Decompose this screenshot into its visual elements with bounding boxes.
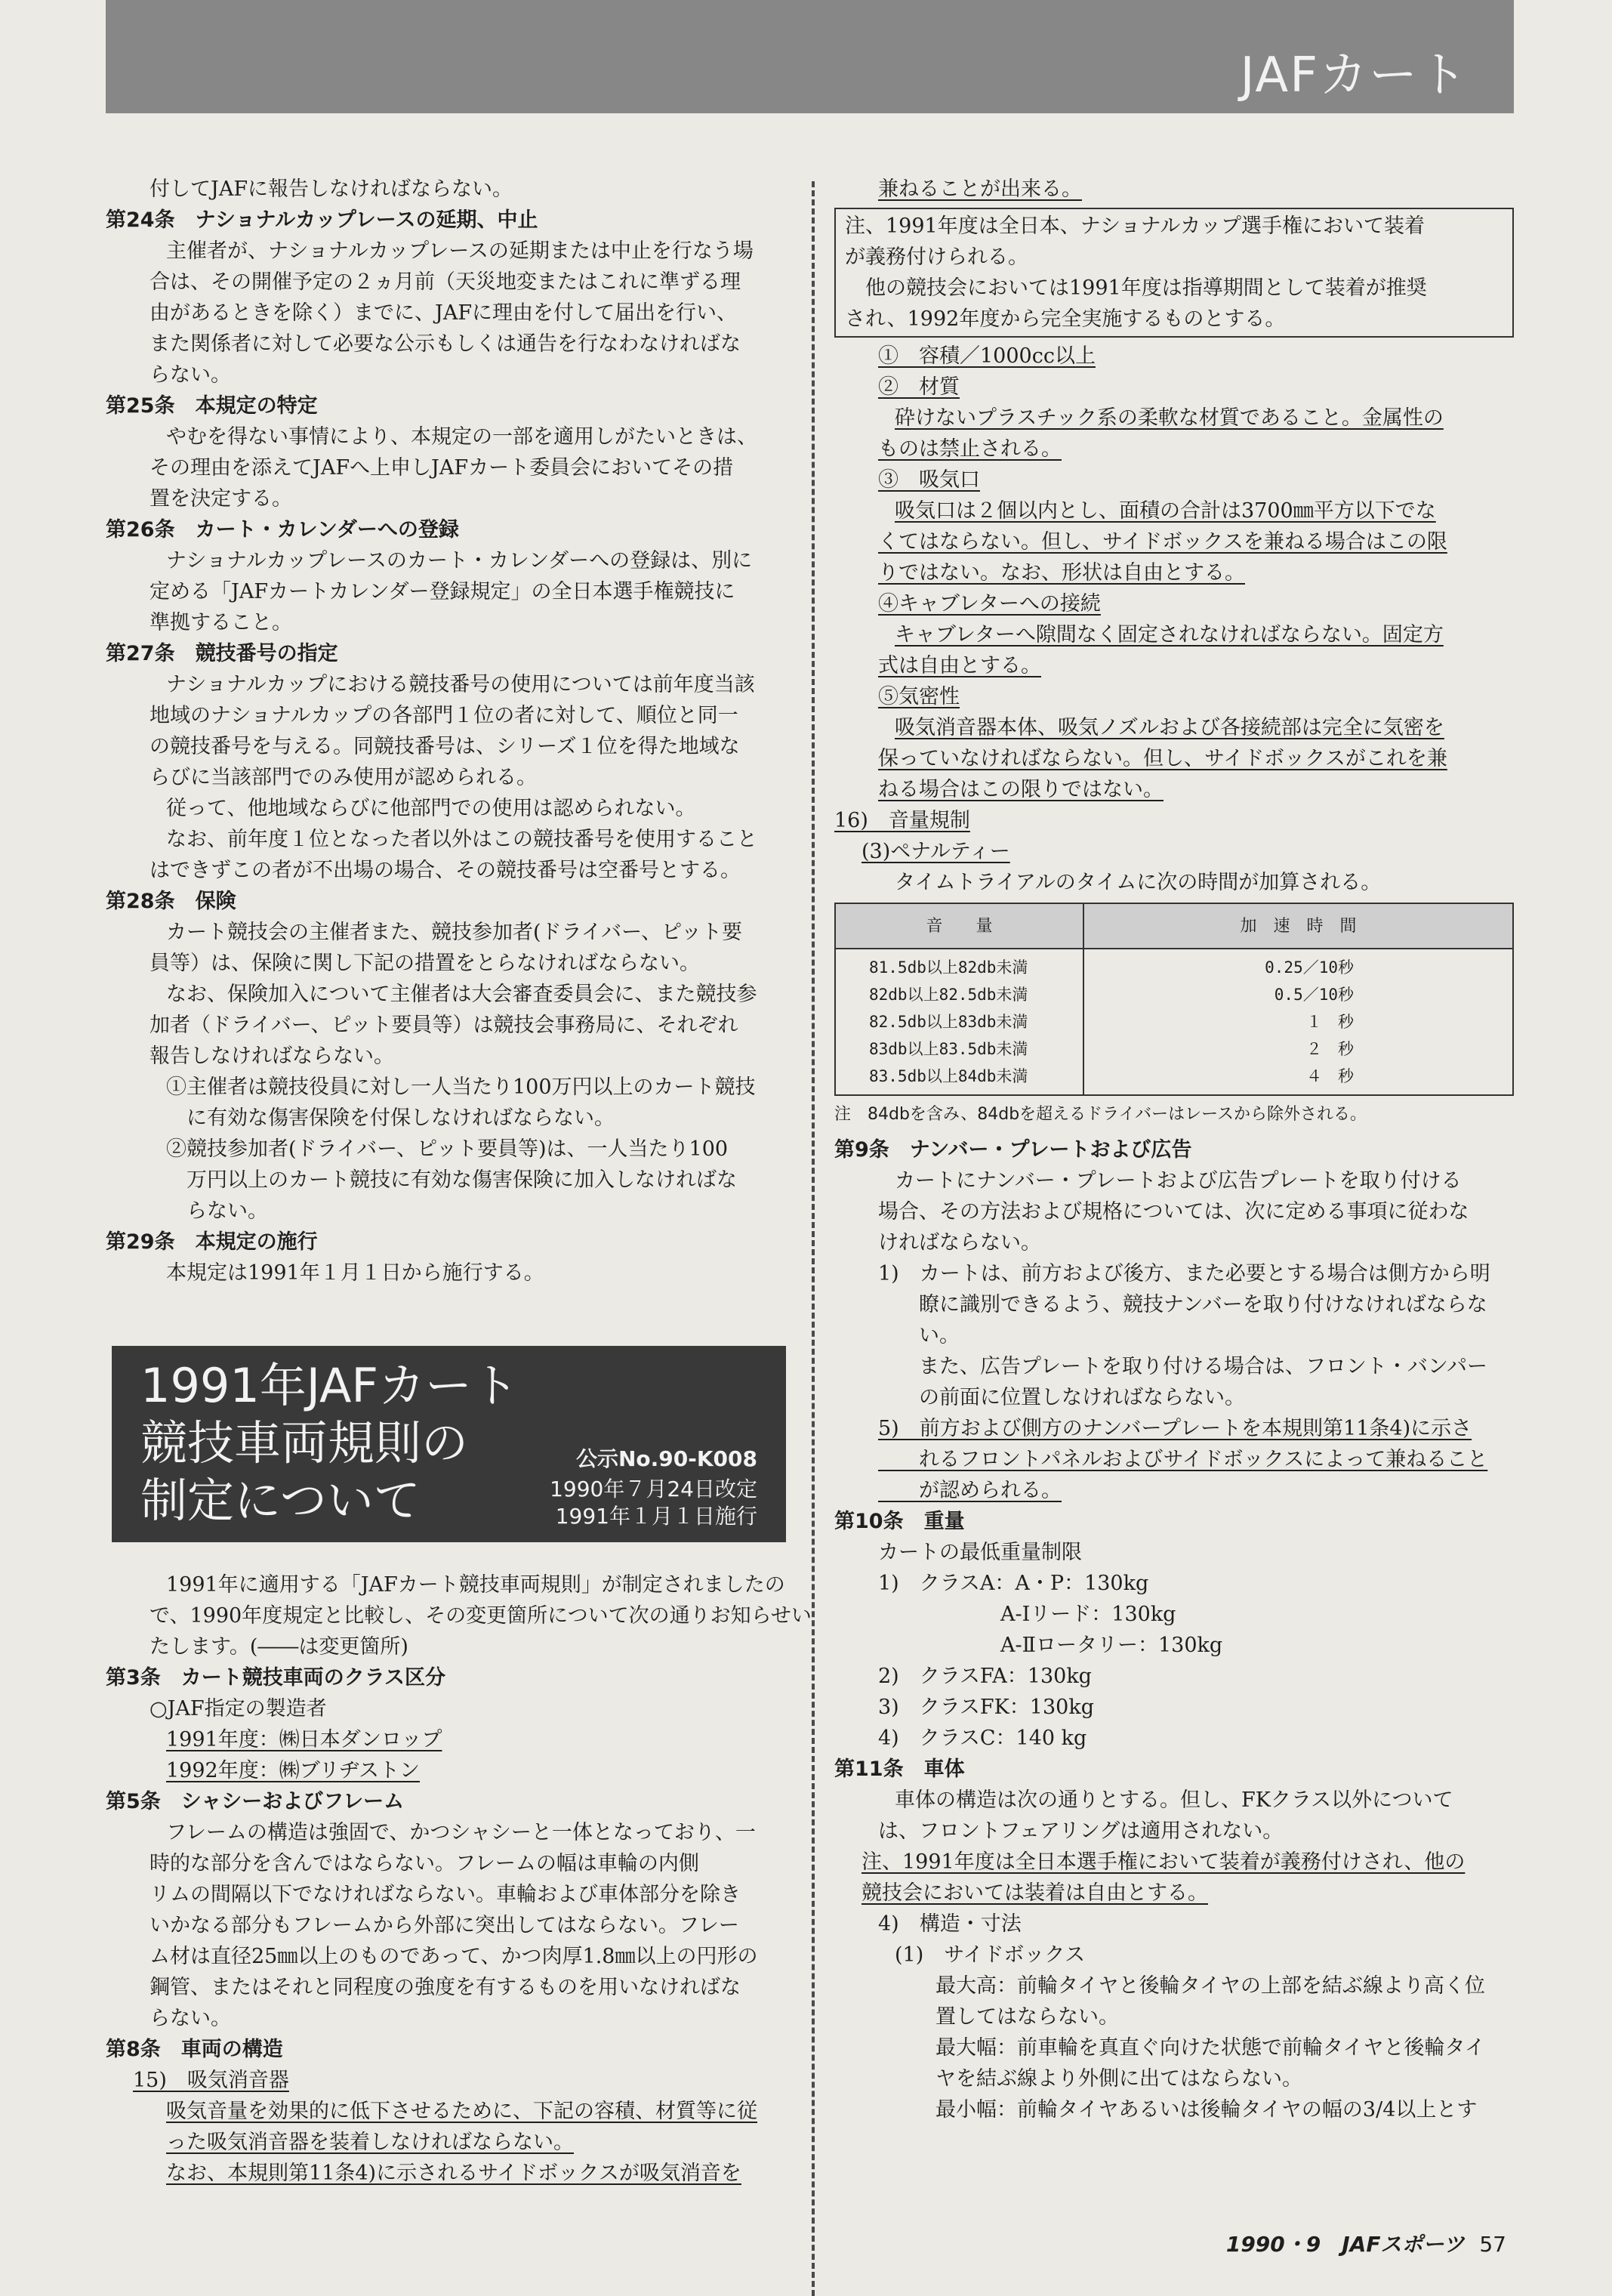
left-text-line: 置を決定する。 (149, 487, 292, 511)
right-text-line: ねる場合はこの限りではない。 (878, 778, 1164, 801)
lower-text-line: たします。(――は変更箇所) (149, 1635, 408, 1659)
right-text-line: キャブレターへ隙間なく固定されなければならない。固定方 (895, 623, 1444, 647)
right-text-line: 砕けないプラスチック系の柔軟な材質であること。金属性の (895, 406, 1444, 430)
page-number: 57 (1479, 2232, 1506, 2257)
left-text-line: 合は、その開催予定の２ヵ月前（天災地変またはこれに準ずる理 (149, 270, 741, 294)
lower-text-line: 1992年度：㈱ブリヂストン (166, 1759, 421, 1782)
right-mid-text (834, 341, 1514, 898)
table-cell-volume: 81.5db以上82db未満 (869, 958, 1028, 977)
left-text-line: 地域のナショナルカップの各部門１位の者に対して、順位と同一 (149, 704, 738, 727)
right-lower-line: (1) サイドボックス (895, 1943, 1086, 1967)
right-lower-line: 1) カートは、前方および後方、また必要とする場合は側方から明 (878, 1262, 1490, 1285)
right-lower-line: 5) 前方および側方のナンバープレートを本規則第11条4)に示さ (878, 1417, 1472, 1440)
left-text-line: 由があるときを除く）までに、JAFに理由を付して届出を行い、 (149, 301, 738, 325)
left-text-line: 本規定は1991年１月１日から施行する。 (166, 1261, 544, 1285)
right-lower-line: 置してはならない。 (895, 2005, 1119, 2029)
lower-text-line: 1991年に適用する「JAFカート競技車両規則」が制定されましたの (166, 1573, 785, 1597)
table-cell-time: １ 秒 (1306, 1013, 1354, 1031)
lower-text-line: 時的な部分を含んではならない。フレームの幅は車輪の内側 (149, 1852, 699, 1875)
left-text-heading: 第26条 カート・カレンダーへの登録 (106, 518, 459, 542)
right-lower-line: A-Ⅱロータリー：130kg (878, 1634, 1223, 1657)
right-lower-heading: 第9条 ナンバー・プレートおよび広告 (834, 1138, 1192, 1162)
right-lower-line: 最大高：前輪タイヤと後輪タイヤの上部を結ぶ線より高く位 (895, 1974, 1485, 1998)
right-text-line: ものは禁止される。 (878, 437, 1062, 461)
right-lower-line: カートの最低重量制限 (878, 1541, 1082, 1564)
note-line: され、1992年度から完全実施するものとする。 (845, 307, 1286, 331)
column-divider (812, 181, 815, 2296)
left-text-heading: 第24条 ナショナルカップレースの延期、中止 (106, 208, 538, 232)
header-title: JAFカート (1240, 48, 1469, 103)
right-text-line: 式は自由とする。 (878, 654, 1041, 677)
right-lower-line: 競技会においては装着は自由とする。 (861, 1881, 1208, 1905)
right-text-line: 16) 音量規制 (834, 809, 970, 832)
left-text-line: らない。 (149, 363, 231, 387)
lower-text-line: らない。 (149, 2007, 231, 2030)
lower-text-line: リムの間隔以下でなければならない。車輪および車体部分を除き (149, 1883, 741, 1906)
note-line: 他の競技会においては1991年度は指導期間として装着が推奨 (845, 276, 1427, 300)
revision-date: 1990年７月24日改定 (550, 1477, 757, 1501)
lower-text-line: った吸気消音器を装着しなければならない。 (166, 2131, 574, 2154)
left-text-line: に有効な傷害保険を付保しなければならない。 (166, 1106, 615, 1130)
left-text-line: 定める「JAFカートカレンダー登録規定」の全日本選手権競技に (149, 580, 735, 603)
table-cell-volume: 82db以上82.5db未満 (869, 986, 1028, 1004)
right-lower-line: 注、1991年度は全日本選手権において装着が義務付けされ、他の (861, 1850, 1466, 1874)
left-text-line: 員等）は、保険に関し下記の措置をとらなければならない。 (149, 952, 700, 975)
right-lower-line: 車体の構造は次の通りとする。但し、FKクラス以外について (895, 1788, 1453, 1812)
effective-date: 1991年１月１日施行 (555, 1504, 757, 1529)
right-text-line: 保っていなければならない。但し、サイドボックスがこれを兼 (878, 747, 1447, 770)
table-cell-time: ２ 秒 (1306, 1040, 1354, 1058)
lower-text-line: 吸気音量を効果的に低下させるために、下記の容積、材質等に従 (166, 2100, 757, 2123)
right-lower-line: 場合、その方法および規格については、次に定める事項に従わな (878, 1200, 1469, 1224)
lower-text-heading: 第3条 カート競技車両のクラス区分 (106, 1666, 445, 1690)
right-lower-line: 4) クラスC：140 kg (878, 1727, 1087, 1750)
left-text-line: らびに当該部門でのみ使用が認められる。 (149, 766, 537, 789)
left-text-line: 万円以上のカート競技に有効な傷害保険に加入しなければな (166, 1168, 737, 1192)
left-text-line: 主催者が、ナショナルカップレースの延期または中止を行なう場 (166, 239, 754, 263)
left-text-heading: 第27条 競技番号の指定 (106, 642, 338, 665)
table-column-time (1083, 949, 1513, 1095)
left-text-line: その理由を添えてJAFへ上申しJAFカート委員会においてその措 (149, 456, 734, 480)
right-text-line: くてはならない。但し、サイドボックスを兼ねる場合はこの限 (878, 530, 1447, 554)
right-text-line: タイムトライアルのタイムに次の時間が加算される。 (895, 871, 1382, 894)
left-text-line: らない。 (166, 1199, 268, 1223)
left-text-heading: 第28条 保険 (106, 890, 236, 913)
notice-number: 公示No.90-K008 (575, 1446, 757, 1471)
lower-text-line: で、1990年度規定と比較し、その変更箇所について次の通りお知らせい (149, 1604, 812, 1628)
right-text-line: りではない。なお、形状は自由とする。 (878, 561, 1245, 585)
right-text-line: 吸気消音器本体、吸気ノズルおよび各接続部は完全に気密を (895, 716, 1444, 739)
table-cell-time: 0.25／10秒 (1265, 958, 1354, 977)
lower-text-line: ○JAF指定の製造者 (149, 1697, 327, 1720)
left-text-line: やむを得ない事情により、本規定の一部を適用しがたいときは、 (166, 425, 757, 449)
title-line-3: 制定について (140, 1473, 421, 1528)
right-lower-line: ければならない。 (878, 1231, 1041, 1254)
title-line-2: 競技車両規則の (140, 1415, 469, 1470)
right-first-line: 兼ねることが出来る。 (878, 177, 1082, 201)
left-text-line: 加者（ドライバー、ピット要員等）は競技会事務局に、それぞれ (149, 1014, 738, 1037)
lower-text-heading: 第8条 車両の構造 (106, 2038, 283, 2061)
left-text-line: 報告しなければならない。 (149, 1045, 394, 1068)
left-text-line: なお、保険加入について主催者は大会審査委員会に、また競技参 (166, 983, 757, 1006)
table-cell-time: ４ 秒 (1306, 1067, 1354, 1085)
right-lower-line: の前面に位置しなければならない。 (878, 1386, 1245, 1409)
left-text-line: 準拠すること。 (149, 611, 292, 634)
noise-penalty-table (834, 903, 1514, 1096)
table-cell-time: 0.5／10秒 (1274, 986, 1354, 1004)
left-text-line: ナショナルカップにおける競技番号の使用については前年度当該 (166, 673, 755, 696)
table-note: 注 84dbを含み、84dbを超えるドライバーはレースから除外される。 (834, 1105, 1367, 1124)
right-lower-line: 4) 構造・寸法 (878, 1912, 1022, 1936)
issue-label: 1990・9 JAFスポーツ (1225, 2232, 1465, 2257)
right-lower-line: は、フロントフェアリングは適用されない。 (878, 1819, 1284, 1843)
right-lower-line: 3) クラスFK：130kg (878, 1696, 1094, 1719)
lower-text-line: ム材は直径25㎜以上のものであって、かつ肉厚1.8㎜以上の円形の (149, 1945, 758, 1968)
note-line: 注、1991年度は全日本、ナショナルカップ選手権において装着 (845, 214, 1426, 238)
header-banner (106, 0, 1514, 113)
right-text-line: (3)ペナルティー (861, 840, 1010, 863)
right-lower-line: が認められる。 (878, 1479, 1062, 1502)
table-column-volume (835, 949, 1083, 1095)
right-lower-line: い。 (878, 1324, 960, 1347)
lower-text-line: フレームの構造は強固で、かつシャシーと一体となっており、一 (166, 1821, 756, 1844)
right-lower-heading: 第11条 車体 (834, 1757, 965, 1781)
right-lower-line: 最大幅：前車輪を真直ぐ向けた状態で前輪タイヤと後輪タイ (895, 2036, 1485, 2060)
table-cell-volume: 83.5db以上84db未満 (869, 1067, 1028, 1085)
left-text-line: 従って、他地域ならびに他部門での使用は認められない。 (166, 797, 696, 820)
note-box (834, 208, 1514, 338)
right-lower-text (834, 1134, 1514, 2125)
right-text-line: ③ 吸気口 (878, 468, 980, 492)
right-text-line: ② 材質 (878, 375, 960, 399)
article-title-box (112, 1346, 786, 1542)
right-text-line: ④キャブレターへの接続 (878, 592, 1101, 616)
left-column-text (106, 174, 789, 1288)
right-lower-line: ヤを結ぶ線より外側に出てはならない。 (895, 2067, 1302, 2091)
left-text-line: ②競技参加者(ドライバー、ピット要員等)は、一人当たり100 (166, 1137, 729, 1161)
left-text-line: ①主催者は競技役員に対し一人当たり100万円以上のカート競技 (166, 1075, 756, 1099)
lower-text-line: いかなる部分もフレームから外部に突出してはならない。フレー (149, 1914, 739, 1937)
left-column-lower-text (106, 1569, 812, 2189)
lower-text-line: なお、本規則第11条4)に示されるサイドボックスが吸気消音を (166, 2162, 741, 2185)
left-text-line: なお、前年度１位となった者以外はこの競技番号を使用すること (166, 828, 757, 851)
table-cell-volume: 83db以上83.5db未満 (869, 1040, 1028, 1058)
right-lower-line: 最小幅：前輪タイヤあるいは後輪タイヤの幅の3/4以上とす (895, 2098, 1478, 2122)
lower-text-line: 1991年度：㈱日本ダンロップ (166, 1728, 442, 1751)
note-line: が義務付けられる。 (845, 245, 1028, 269)
left-text-line: の競技番号を与える。同競技番号は、シリーズ１位を得た地域な (149, 735, 740, 758)
lower-text-line: 鋼管、またはそれと同程度の強度を有するものを用いなければな (149, 1976, 741, 1999)
left-text-line: ナショナルカップレースのカート・カレンダーへの登録は、別に (166, 549, 753, 572)
right-lower-line: また、広告プレートを取り付ける場合は、フロント・バンパー (878, 1355, 1488, 1378)
left-text-line: また関係者に対して必要な公示もしくは通告を行なわなければな (149, 332, 741, 356)
left-text-line: 付してJAFに報告しなければならない。 (149, 177, 513, 201)
left-text-heading: 第25条 本規定の特定 (106, 394, 318, 418)
left-text-heading: 第29条 本規定の施行 (106, 1230, 318, 1254)
right-lower-heading: 第10条 重量 (834, 1510, 965, 1533)
left-text-line: はできずこの者が不出場の場合、その競技番号は空番号とする。 (149, 859, 741, 882)
right-lower-line: A-Ⅰリード：130kg (878, 1603, 1176, 1626)
right-column (834, 174, 1514, 2125)
right-lower-line: れるフロントパネルおよびサイドボックスによって兼ねること (878, 1448, 1488, 1471)
lower-text-line: 15) 吸気消音器 (133, 2069, 289, 2092)
table-cell-volume: 82.5db以上83db未満 (869, 1013, 1028, 1031)
right-text-line: ① 容積／1000cc以上 (878, 344, 1096, 368)
right-lower-line: 1) クラスA：A・P：130kg (878, 1572, 1149, 1595)
right-text-line: 吸気口は２個以内とし、面積の合計は3700㎜平方以下でな (895, 499, 1436, 523)
page-footer (1226, 2228, 1506, 2258)
table-header-time: 加 速 時 間 (1083, 903, 1513, 949)
table-header-volume: 音 量 (835, 903, 1083, 949)
right-lower-line: 瞭に識別できるよう、競技ナンバーを取り付けなければならな (878, 1293, 1487, 1316)
lower-text-heading: 第5条 シャシーおよびフレーム (106, 1790, 405, 1813)
right-lower-line: 2) クラスFA：130kg (878, 1665, 1092, 1688)
right-text-line: ⑤気密性 (878, 685, 960, 708)
left-text-line: カート競技会の主催者また、競技参加者(ドライバー、ピット要 (166, 921, 743, 944)
title-line-1: 1991年JAFカート (140, 1358, 519, 1413)
right-lower-line: カートにナンバー・プレートおよび広告プレートを取り付ける (895, 1169, 1462, 1193)
